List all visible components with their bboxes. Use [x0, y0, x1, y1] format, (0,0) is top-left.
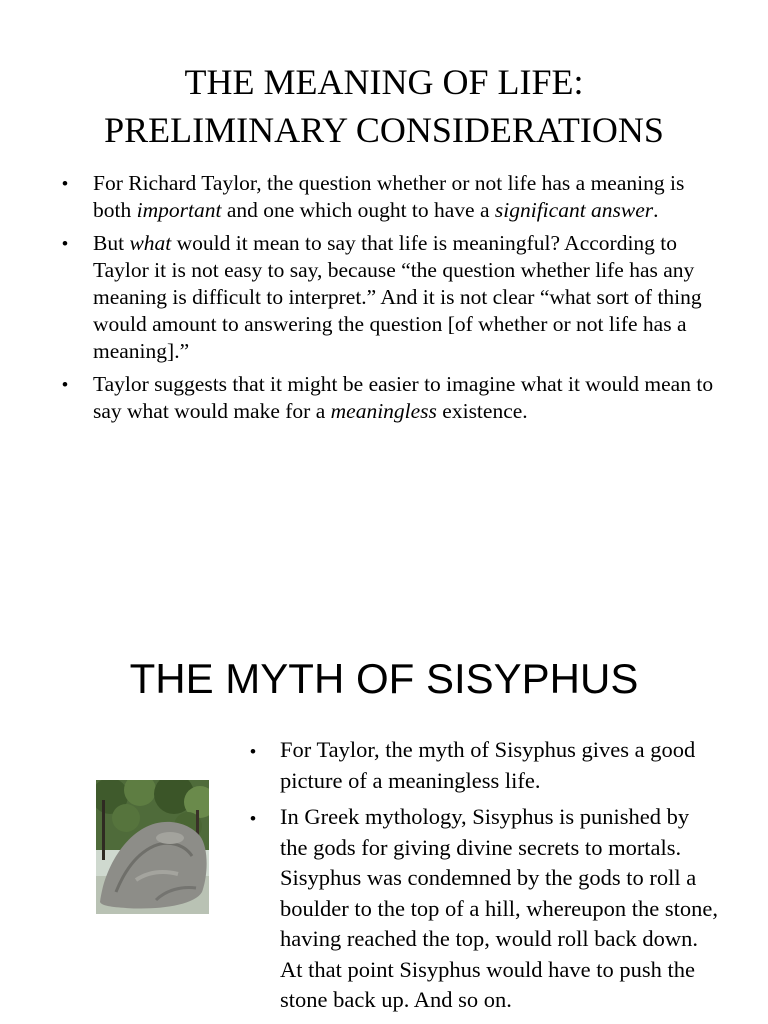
boulder-photo — [96, 780, 209, 914]
bullet-marker: • — [62, 375, 68, 394]
bullet-emphasis: significant answer — [494, 198, 654, 222]
slide-title: THE MYTH OF SISYPHUS — [129, 655, 639, 702]
bullet-text: For Richard Taylor, the question whether or not life has a meaning is both — [93, 171, 685, 222]
bullet-item — [62, 371, 722, 425]
bullet-emphasis: important — [136, 198, 222, 222]
slide-title — [0, 58, 768, 154]
bullet-list — [62, 170, 722, 431]
bullet-text: But — [93, 231, 130, 255]
bullet-marker: • — [250, 809, 256, 828]
title-line-1: THE MEANING OF LIFE: — [184, 62, 584, 102]
bullet-marker: • — [250, 742, 256, 761]
bullet-item — [62, 170, 722, 224]
bullet-item — [250, 735, 720, 796]
bullet-item — [62, 230, 722, 365]
bullet-emphasis: meaningless — [330, 399, 437, 423]
bullet-text: and one which ought to have a — [221, 198, 495, 222]
bullet-text: would it mean to say that life is meaningful? According to Taylor it is not easy to say, because “the question whether life has any meaning is difficult to interpret.” And it is not clear “what sort of thing would amount to answering the question [of whether or not life has a meaning].” — [93, 231, 702, 363]
bullet-text: Taylor suggests that it might be easier to imagine what it would mean to say what would make for a — [93, 372, 714, 423]
bullet-text: For Taylor, the myth of Sisyphus gives a good picture of a meaningless life. — [280, 737, 696, 793]
bullet-emphasis: what — [129, 231, 172, 255]
title-line-2: PRELIMINARY CONSIDERATIONS — [104, 110, 664, 150]
bullet-text: In Greek mythology, Sisyphus is punished by the gods for giving divine secrets to mortals. Sisyphus was condemned by the gods to roll a boulder to the top of a hill, whereupon the stone, having reached the top, would roll back down. At that point Sisyphus would have to push the stone back up. And so on. — [280, 804, 719, 1012]
bullet-marker: • — [62, 234, 68, 253]
bullet-item — [250, 802, 720, 1016]
boulder-image — [96, 780, 209, 914]
bullet-text: existence. — [436, 399, 528, 423]
bullet-text: . — [653, 198, 659, 222]
bullet-marker: • — [62, 174, 68, 193]
bullet-list — [250, 735, 720, 1022]
